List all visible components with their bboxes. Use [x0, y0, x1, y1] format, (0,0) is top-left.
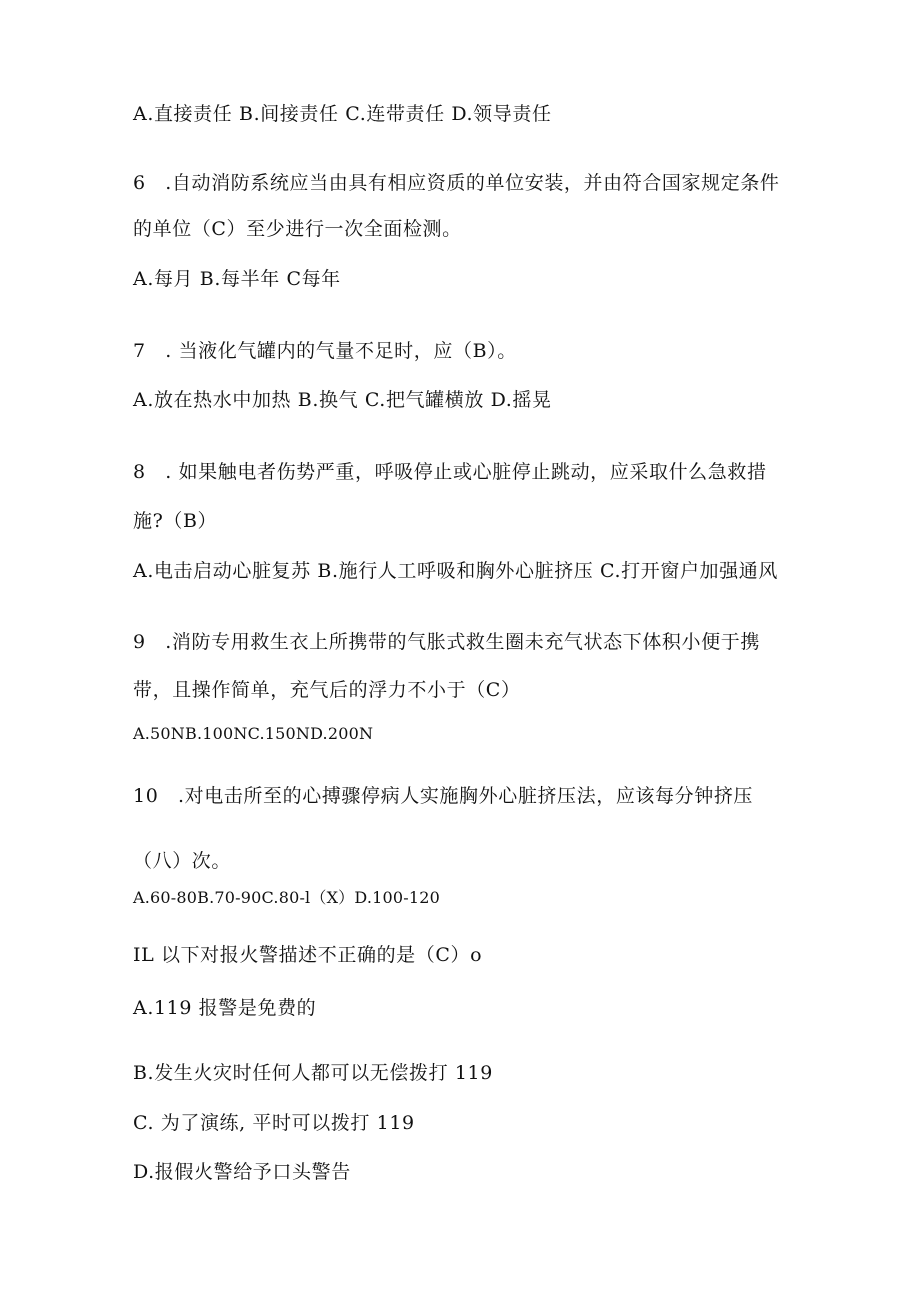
q8-text-line1: 8 . 如果触电者伤势严重，呼吸停止或心脏停止跳动，应采取什么急救措	[133, 461, 767, 483]
q9-options: A.50NB.100NC.150ND.200N	[133, 724, 374, 743]
q11-option-a: A.119 报警是免费的	[133, 997, 317, 1019]
q7-text: 7 . 当液化气罐内的气量不足时，应（B）。	[133, 340, 517, 362]
q5-options: A.直接责任 B.间接责任 C.连带责任 D.领导责任	[133, 103, 552, 125]
q6-text-line1: 6 .自动消防系统应当由具有相应资质的单位安装，并由符合国家规定条件	[133, 172, 780, 194]
q10-options: A.60-80B.70-90C.80-l（X）D.100-120	[133, 888, 440, 907]
q10-text-line1: 10 .对电击所至的心搏骤停病人实施胸外心脏挤压法，应该每分钟挤压	[133, 785, 754, 807]
q9-text-line1: 9 .消防专用救生衣上所携带的气胀式救生圈未充气状态下体积小便于携	[133, 631, 760, 653]
q7-options: A.放在热水中加热 B.换气 C.把气罐横放 D.摇晃	[133, 389, 552, 411]
q11-text: IL 以下对报火警描述不正确的是（C）o	[133, 944, 483, 966]
q11-option-b: B.发生火灾时任何人都可以无偿拨打 119	[133, 1062, 493, 1084]
q10-text-line2: （八）次。	[133, 850, 232, 872]
q11-option-d: D.报假火警给予口头警告	[133, 1161, 351, 1183]
q9-text-line2: 带，且操作简单，充气后的浮力不小于（C）	[133, 679, 521, 701]
q8-options: A.电击启动心脏复苏 B.施行人工呼吸和胸外心脏挤压 C.打开窗户加强通风	[133, 560, 778, 582]
q6-text-line2: 的单位（C）至少进行一次全面检测。	[133, 218, 462, 240]
q6-options: A.每月 B.每半年 C每年	[133, 268, 341, 290]
q8-text-line2: 施?（B）	[133, 510, 218, 532]
q11-option-c: C. 为了演练, 平时可以拨打 119	[133, 1112, 415, 1134]
